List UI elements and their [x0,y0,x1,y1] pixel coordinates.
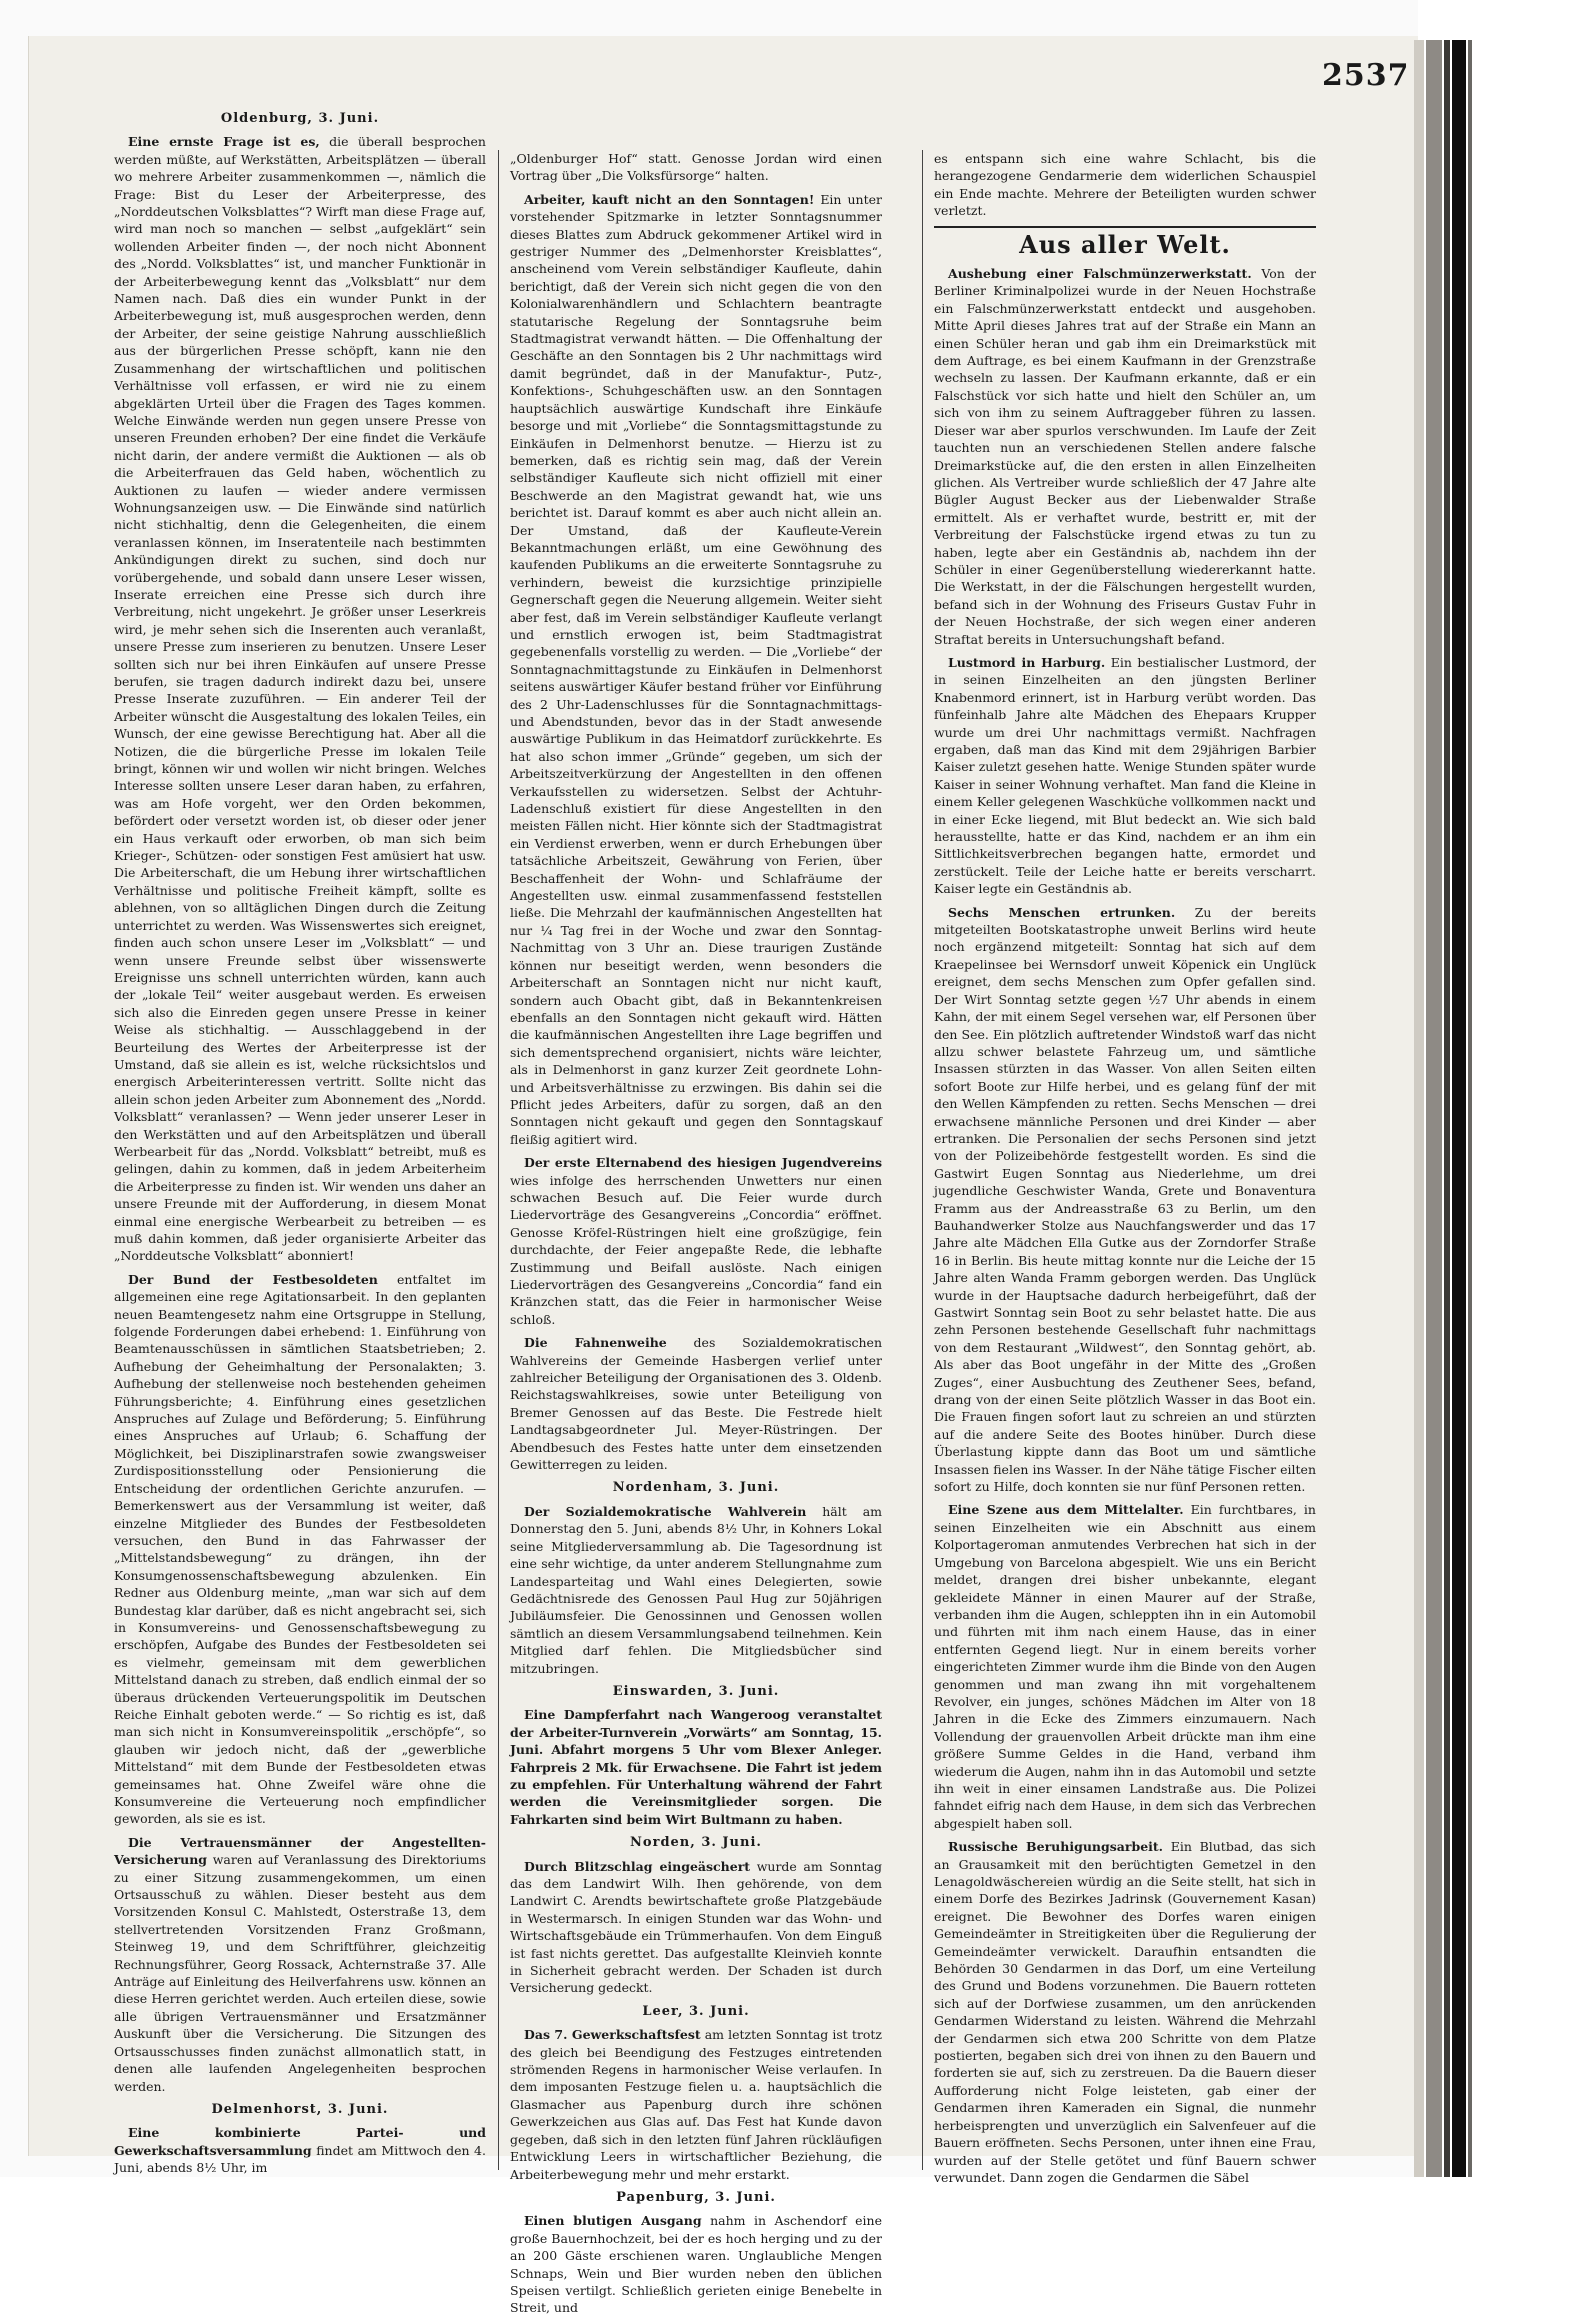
section-divider [934,226,1316,228]
article-paragraph [114,1271,486,1828]
column-rule [922,150,923,2170]
article-paragraph [934,1501,1316,1832]
article-text: die überall besprochen werden müßte, auf Werkstätten, Arbeitsplätzen — überall wo mehrere Arbeiter zusammenkommen —, nämlich die Frage: Bist du Leser der Arbeiterpresse, des „Norddeutschen Volksblattes“? Wirft man diese Frage auf, wird man noch so manchen — selbst „aufgeklärt“ sein wollenden Arbeiter finden —, der noch nicht Abonnent des „Nordd. Volksblattes“ ist, und mancher Funktionär in der Arbeiterbewegung kennt das „Volksblatt“ nur dem Namen nach. Daß dies ein wunder Punkt in der Arbeiterbewegung ist, muß ausgesprochen werden, denn der Arbeiter, der seine geistige Nahrung ausschließlich aus der bürgerlichen Presse schöpft, kann nie den Zusammenhang der wirtschaftlichen und politischen Verhältnisse voll erfassen, er wird nie zu einem abgeklärten Urteil über die Fragen des Tages kommen. Welche Einwände werden nun gegen unsere Presse von unseren Freunden erhoben? Der eine findet die Verkäufe nicht darin, der andere vermißt die Auktionen — als ob die Arbeiterfrauen das Geld haben, wöchentlich zu Auktionen zu laufen — wieder andere vermissen Wohnungsanzeigen usw. — Die Einwände sind natürlich nicht stichhaltig, denn die Gelegenheiten, die einem veranlassen können, im Inseratenteile nach bestimmten Ankündigungen direkt zu suchen, sind doch nur vorübergehende, und sobald dann unsere Leser wissen, Inserate erreichen eine Presse sich durch ihre Verbreitung, nicht ungekehrt. Je größer unser Leserkreis wird, je mehr sehen sich die Inserenten auch veranlaßt, unsere Presse zum inserieren zu benutzen. Unsere Leser sollten sich nur bei ihren Einkäufen auf unsere Presse berufen, sie tragen dadurch indirekt dazu bei, unsere Presse Inserate zuzuführen. — Ein anderer Teil der Arbeiter wünscht die Ausgestaltung des lokalen Teiles, ein Wunsch, der eine gewisse Berechtigung hat. Aber all die Notizen, die die bürgerliche Presse im lokalen Teile bringt, können wir und wollen wir nicht bringen. Welches Interesse sollten unsere Leser daran haben, zu erfahren, was am Hofe vorgeht, wer den Orden bekommen, befördert oder versetzt worden ist, ob dieser oder jener ein Haus verkauft oder erworben, ob man sich beim Krieger-, Schützen- oder sonstigen Fest amüsiert hat usw. Die Arbeiterschaft, die um Hebung ihrer wirtschaftlichen Verhältnisse und politische Freiheit kämpft, sollte es ablehnen, von so alltäglichen Dingen durch die Zeitung unterrichtet zu werden. Was Wissenswertes sich ereignet, finden auch schon unsere Leser im „Volksblatt“ — und wenn unsere Freunde selbst über wissenswerte Ereignisse uns schnell unterrichten würden, kann auch der „lokale Teil“ weiter ausgebaut werden. Es erweisen sich also die Einreden gegen unsere Presse in keiner Weise als stichhaltig. — Ausschlaggebend in der Beurteilung des Wertes der Arbeiterpresse ist der Umstand, daß sie allein es ist, welche rücksichtslos und energisch Arbeiterinteressen vertritt. Sollte nicht das allein schon jeden Arbeiter zum Abonnement des „Nordd. Volksblatt“ veranlassen? — Wenn jeder unserer Leser in den Werkstätten und auf den Arbeitsplätzen und überall Werbearbeit für das „Nordd. Volksblatt“ betreibt, muß es gelingen, dahin zu kommen, daß in jedem Arbeiterheim die Arbeiterpresse zu finden ist. Wir wenden uns daher an unsere Freunde mit der Aufforderung, in diesem Monat einmal eine energische Werbearbeit zu betreiben — es muß dahin kommen, daß jeder organisierte Arbeiter das „Norddeutsche Volksblatt“ abonniert! [114,134,487,1264]
article-text: „Oldenburger Hof“ statt. Genosse Jordan wird einen Vortrag über „Die Volksfürsorge“ halten. [510,151,882,184]
article-paragraph [114,2124,486,2176]
article-text: Ein unter vorstehender Spitzmarke in letzter Sonntagsnummer dieses Blattes zum Abdruck gekommener Artikel wird in gestriger Nummer des „Delmenhorster Kreisblattes“, anscheinend vom Verein selbständiger Kaufleute, dahin berichtigt, daß der Verein sich nicht gegen die von den Kolonialwarenhändlern und Schlachtern beantragte statutarische Regelung der Sonntagsruhe beim Stadtmagistrat verwandt hätten. — Die Offenhaltung der Geschäfte an den Sonntagen bis 2 Uhr nachmittags wird damit begründet, daß in der Manufaktur-, Putz-, Konfektions-, Schuhgeschäften usw. an den Sonntagen hauptsächlich auswärtige Kundschaft ihre Einkäufe besorge und mit „Vorliebe“ die Sonntagsmittagstunde zu Einkäufen in Delmenhorst benutze. — Hierzu ist zu bemerken, daß es richtig sein mag, daß der Verein selbständiger Kaufleute sich nicht offiziell mit einer Beschwerde an den Magistrat gewandt hat, wie uns berichtet ist. Darauf kommt es aber auch nicht allein an. Der Umstand, daß der Kaufleute-Verein Bekanntmachungen erläßt, um eine Gewöhnung des kaufenden Publikums an die erweiterte Sonntagsruhe zu verhindern, beweist die kurzsichtige prinzipielle Gegnerschaft gegen die Neuerung allgemein. Weiter sieht aber fest, daß im Verein selbständiger Kaufleute verlangt und ernstlich erwogen ist, beim Stadtmagistrat gegebenenfalls vorstellig zu werden. — Die „Vorliebe“ der Sonntagnachmittagstunde zu Einkäufen in Delmenhorst seitens auswärtiger Käufer bestand früher vor Einführung des 2 Uhr-Ladenschlusses für die Sonntagnachmittags- und Abendstunden, bevor das in der Stadt anwesende auswärtige Publikum in das Heimatdorf zurückkehrte. Es hat also schon immer „Gründe“ gegeben, um sich der Arbeitszeitverkürzung der Angestellten in den offenen Verkaufsstellen zu widersetzen. Selbst der Achtuhr-Ladenschluß existiert für diese Angestellten in den meisten Fällen nicht. Hier könnte sich der Stadtmagistrat ein Verdienst erwerben, wenn er durch Erhebungen über tatsächliche Arbeitszeit, Gewährung von Ferien, über Beschaffenheit der Wohn- und Schlafräume der Angestellten usw. einmal zusammenfassend feststellen ließe. Die Mehrzahl der kaufmännischen Angestellten hat nur ¼ Tag frei in der Woche und zwar den Sonntag-Nachmittag von 3 Uhr an. Diese traurigen Zustände können nur beseitigt werden, wenn besonders die Arbeiterschaft an Sonntagen nicht nur nicht kauft, sondern auch Obacht gibt, daß in Bekanntenkreisen ebenfalls an den Sonntagen nicht gekauft wird. Hätten die kaufmännischen Angestellten ihre Lage begriffen und sich dementsprechend organisiert, nichts wäre leichter, als in Delmenhorst in ganz kurzer Zeit geordnete Lohn- und Arbeitsverhältnisse zu erzwingen. Bis dahin sei die Pflicht jedes Arbeiters, dafür zu sorgen, daß an den Sonntagen nicht gekauft und gegen den Sonntagskauf fleißig agitiert wird. [510,191,882,1147]
article-head: Eine ernste Frage ist es, [128,134,320,150]
dateline: Leer, 3. Juni. [642,2003,750,2019]
dateline: Nordenham, 3. Juni. [612,1480,780,1496]
article-paragraph [934,265,1316,648]
article-text: Ein furchtbares, in seinen Einzelheiten wie ein Abschnitt aus einem Kolportageroman anmutendes Verbrechen hat sich in der Umgebung von Barcelona abgespielt. Wie uns ein Bericht meldet, drangen drei bisher unbekannte, elegant gekleidete Männer in einen Maurer auf der Straße, verbanden ihm die Augen, schleppten ihn in ein Automobil und führten mit ihm nach einem Hause, das in einer entfernten Gegend liegt. Nur in einem bereits vorher eingerichteten Zimmer wurde ihm die Binde von den Augen genommen und man zwang ihn mit vorgehaltenem Revolver, ein junges, schönes Mädchen im Alter von 18 Jahren in die Ecke des Zimmers einzumauern. Nach Vollendung der grauenvollen Arbeit drückte man ihm eine größere Summe Geldes in die Hand, verband ihm wiederum die Augen, nahm ihn in das Automobil und setzte ihn weit in einer einsamen Landstraße aus. Die Polizei fahndet eifrig nach dem Hause, in dem sich das Verbrechen abgespielt haben soll. [934,1502,1316,1831]
article-paragraph [510,2026,882,2183]
article-text: nahm in Aschendorf eine große Bauernhochzeit, bei der es hoch herging und zu der an 200 Gäste erschienen waren. Unglaubliche Mengen Schnaps, Wein und Bier wurden neben den üblichen Speisen vertilgt. Schließlich gerieten einige Benebelte in Streit, und [510,2213,882,2316]
article-paragraph [510,1334,882,1473]
article-text: es entspann sich eine wahre Schlacht, bis die herangezogene Gendarmerie dem widerlichen Schauspiel ein Ende machte. Mehrere der Beteiligten wurden schwer verletzt. [934,151,1316,219]
section-title: Aus aller Welt. [1019,229,1231,259]
column-rule [498,150,499,2170]
page-number: 2537 [1322,58,1410,93]
article-text: am letzten Sonntag ist trotz des gleich bei Beendigung des Festzuges eintretenden strömenden Regens in harmonischer Weise verlaufen. In dem imposanten Festzuge fielen u. a. hauptsächlich die Glasmacher aus Papenburg durch ihre schönen Gewerkzeichen aus Glas auf. Das Fest hat Kunde davon gegeben, daß sich in den letzten fünf Jahren rückläufigen Entwicklung Leers in wirtschaftlicher Beziehung, die Arbeiterbewegung mehr und mehr erstarkt. [510,2027,882,2182]
article-head: Aushebung einer Falschmünzerwerkstatt. [948,266,1252,282]
article-head: Sechs Menschen ertrunken. [948,904,1176,920]
article-head: Eine Dampferfahrt nach Wangeroog [524,1707,790,1723]
dateline: Einswarden, 3. Juni. [612,1683,780,1699]
article-text: findet am Mittwoch den 4. Juni, abends 8½ Uhr, im [114,2142,486,2176]
article-text: Zu der bereits mitgeteilten Bootskatastrophe unweit Berlins wird heute noch ergänzend mitgeteilt: Sonntag hat sich auf dem Kraepelinsee bei Wernsdorf unweit Köpenick ein Unglück ereignet, dem sechs Menschen zum Opfer gefallen sind. Der Wirt Sonntag setzte gegen ½7 Uhr abends in einem Kahn, der mit einem Segel versehen war, elf Personen über den See. Ein plötzlich auftretender Windstoß warf das nicht allzu schwer belastete Fahrzeug um, und sämtliche Insassen stürzten in das Wasser. Von allen Seiten eilten sofort Boote zur Hilfe herbei, und es gelang fünf der mit den Wellen Kämpfenden zu retten. Sechs Menschen — drei erwachsene männliche Personen und drei Kinder — aber ertranken. Die Personalien der sechs Personen sind jetzt von der Polizeibehörde festgestellt worden. Es sind die Gastwirt Eugen Sonntag aus Niederlehme, um drei jugendliche Geschwister Wanda, Grete und Bonaventura Framm aus der Andreasstraße 63 zu Berlin, um den Bauhandwerker Stolze aus Nauchfangswerder und das 17 Jahre alte Mädchen Ella Gutke aus der Zorndorfer Straße 16 in Berlin. Bis heute mittag konnte nur die Leiche der 15 Jahre alten Wanda Framm geborgen werden. Das Unglück wurde in der Hauptsache dadurch herbeigeführt, daß der Gastwirt Sonntag sein Boot zu sehr belastet hatte. Die aus zehn Personen bestehende Gesellschaft fuhr nachmittags von dem Restaurant „Wildwest“, den Sonntag gehört, ab. Als aber das Boot ungefähr in der Mitte des „Großen Zuges“, einer Ausbuchtung des Zeuthener Sees, befand, drang von der einen Seite plötzlich Wasser in das Boot ein. Die Frauen fingen sofort laut zu schreien an und stürzten auf die andere Seite des Bootes hinüber. Durch diese Überlastung kippte dann das Boot um und sämtliche Insassen fielen ins Wasser. In der Nähe tätige Fischer eilten sofort zu Hilfe, doch konnten sie nur fünf Personen retten. [934,904,1316,1495]
column-3 [934,150,1316,2185]
dateline: Delmenhorst, 3. Juni. [211,2101,389,2117]
article-text: des Sozialdemokratischen Wahlvereins der Gemeinde Hasbergen verlief unter zahlreicher Beteiligung der Organisationen des 3. Oldenb. Reichstagswahlkreises, sowie unter Beteiligung von Bremer Genossen auf das Beste. Die Festrede hielt Landtagsabgeordneter Jul. Meyer-Rüstringen. Der Abendbesuch des Festes hatte unter dem einsetzenden Gewitterregen zu leiden. [510,1335,882,1473]
binding-edge [1418,0,1579,2177]
article-text: hält am Donnerstag den 5. Juni, abends 8½ Uhr, in Kohners Lokal seine Mitgliederversammlung ab. Die Tagesordnung ist eine sehr wichtige, da unter anderem Stellungnahme zum Landesparteitag und Wahl eines Delegierten, sowie Gedächtnisrede des Genossen Paul Hug zur 50jährigen Jubiläumsfeier. Die Genossinnen und Genossen wollen sämtlich an diesem Versammlungsabend teilnehmen. Kein Mitglied darf fehlen. Die Mitgliedsbücher sind mitzubringen. [510,1503,882,1676]
article-text: Von der Berliner Kriminalpolizei wurde in der Neuen Hochstraße ein Falschmünzerwerkstatt entdeckt und ausgehoben. Mitte April dieses Jahres trat auf der Straße ein Mann an einen Schüler heran und gab ihm ein Dreimarkstück mit dem Auftrage, es bei einem Kaufmann in der Grenzstraße wechseln zu lassen. Der Kaufmann erkannte, daß er ein Falschstück vor sich hatte und hielt den Schüler an, um sich von ihm zu seinem Auftraggeber führen zu lassen. Dieser war aber spurlos verschwunden. Im Laufe der Zeit tauchten nun an verschiedenen Stellen andere falsche Dreimarkstücke auf, die den ersten in allen Einzelheiten glichen. Als Vertreiber wurde schließlich der 47 Jahre alte Bügler August Becker aus der Liebenwalder Straße ermittelt. Als er verhaftet wurde, bestritt er, mit der Verbreitung der Falschstücke irgend etwas zu tun zu haben, legte aber ein Geständnis ab, nachdem ihn der Schüler in einer Gegenüberstellung wiedererkannt hatte. Die Werkstatt, in der die Fälschungen hergestellt wurden, befand sich in der Wohnung des Friseurs Gustav Fuhr in der Neuen Hochstraße, der sich wegen einer anderen Straftat bereits in Untersuchungshaft befand. [934,266,1316,647]
article-head: Die Vertrauensmänner der Angestellten-Versicherung [114,1834,486,1868]
dateline: Oldenburg, 3. Juni. [220,111,380,126]
article-head: Eine kombinierte Partei- und Gewerkschaftsversammlung [114,2125,486,2158]
article-text: Ein bestialischer Lustmord, der in seinen Einzelheiten an den jüngsten Berliner Knabenmord erinnert, ist in Harburg verübt worden. Das fünfeinhalb Jahre alte Mädchen des Ehepaars Krupper wurde um drei Uhr nachmittags vermißt. Nachfragen ergaben, daß man das Kind mit dem 29jährigen Barbier Kaiser zuletzt gesehen hatte. Wenige Stunden später wurde Kaiser in seiner Wohnung verhaftet. Man fand die Kleine in einem Keller gelegenen Waschküche vollkommen nackt und in einer Ecke liegend, mit Blut bedeckt an. Wie sich bald herausstellte, hatte er das Kind, nachdem er an ihm ein Sittlichkeitsverbrechen begangen hatte, ermordet und zerstückelt. Teile der Leiche hatte er bereits verscharrt. Kaiser legte ein Geständnis ab. [934,654,1316,897]
article-paragraph [934,1838,1316,2186]
article-head: Das 7. Gewerkschaftsfest [524,2027,701,2043]
article-text: entfaltet im allgemeinen eine rege Agitationsarbeit. In den geplanten neuen Beamtengesetz nahm eine Ortsgruppe in Stellung, folgende Forderungen dabei erhebend: 1. Einführung von Beamtenausschüssen in sämtlichen Staatsbetrieben; 2. Aufhebung der Geheimhaltung der Personalakten; 3. Aufhebung der stellenweise noch bestehenden geheimen Führungsberichte; 4. Einführung eines gesetzlichen Anspruches auf Zulage und Beförderung; 5. Einführung eines Anspruches auf Urlaub; 6. Schaffung der Möglichkeit, bei Disziplinarstrafen sowie zwangsweiser Zurdispositionsstellung oder Pensionierung die Entscheidung der ordentlichen Gerichte anzurufen. — Bemerkenswert aus der Versammlung ist weiter, daß einzelne Mitglieder des Bundes der Festbesoldeten versuchen, den Bund in das Fahrwasser der „Mittelstandsbewegung“ zu drängen, ihn der Konsumgenossenschaftsbewegung abzulenken. Ein Redner aus Oldenburg meinte, „man war sich auf dem Bundestag klar darüber, daß es nicht angebracht sei, sich in Konsumvereins- und Genossenschaftsbewegung zu erschöpfen, Aufgabe des Bundes der Festbesoldeten sei es vielmehr, gemeinsam mit dem gewerblichen Mittelstand danach zu streben, daß endlich einmal der so überaus drückenden Verteuerungspolitik im Deutschen Reiche Einhalt geboten werde.“ — So richtig es ist, daß man sich nicht in Konsumvereinspolitik „erschöpfe“, so glauben wir jedoch nicht, daß der „gewerbliche Mittelstand“ mit dem Bunde der Festbesoldeten etwas gemeinsames hat. Ohne Zweifel wäre ohne die Konsumvereine die Verteuerung noch empfindlicher geworden, als sie es ist. [114,1271,486,1827]
article-head: Der Sozialdemokratische Wahlverein [524,1503,807,1519]
article-text: wurde am Sonntag das dem Landwirt Wilh. Ihen gehörende, von dem Landwirt C. Arendts bewirtschaftete große Platzgebäude in Westermarsch. In einigen Stunden war das Wohn- und Wirtschaftsgebäude ein Trümmerhaufen. Von dem Einguß ist fast nichts gerettet. Das aufgestallte Kleinvieh konnte in Sicherheit gebracht werden. Der Schaden ist durch Versicherung gedeckt. [510,1858,882,1996]
dateline: Papenburg, 3. Juni. [616,2189,776,2205]
article-head: Der Bund der Festbesoldeten [128,1271,378,1287]
article-paragraph [934,654,1316,898]
article-text: Ein Blutbad, das sich an Grausamkeit mit den berüchtigten Gemetzel in den Lenagoldwäschereien würdig an die Seite stellt, hat sich in einem Dorfe des Bezirkes Jadrinsk (Gouvernement Kasan) ereignet. Die Bewohner des Dorfes waren einigen Gemeindeämter in Streitigkeiten über die Regulierung der Gemeindeämter verwickelt. Daraufhin entsandten die Behörden 30 Gendarmen in das Dorf, um eine Verteilung des Grund und Bodens vorzunehmen. Die Bauern rotteten sich auf der Dorfwiese zusammen, um den anrückenden Gendarmen Widerstand zu leisten. Während die Mehrzahl der Gendarmen sich etwa 200 Schritte von dem Platze postierten, begaben sich drei von ihnen zu den Bauern und forderten sie auf, sich zu zerstreuen. Da die Bauern dieser Aufforderung nicht Folge leisteten, gab einer der Gendarmen ihren Kameraden ein Signal, die nunmehr herbeisprengten und unverzüglich ein Salvenfeuer auf die Bauern eröffneten. Sechs Personen, unter ihnen eine Frau, wurden auf der Stelle getötet und fünf Bauern schwer verwundet. Dann zogen die Gendarmen die Säbel [934,1839,1316,2185]
article-paragraph [934,904,1316,1496]
article-paragraph [510,150,882,185]
article-head: Lustmord in Harburg. [948,654,1106,670]
binding-stripe [1452,40,1466,2177]
article-text: waren auf Veranlassung des Direktoriums zu einer Sitzung zusammengekommen, um einen Ortsausschuß zu wählen. Dieser besteht aus dem Vorsitzenden Konsul C. Mahlstedt, Osterstraße 13, dem stellvertretenden Vorsitzenden Franz Großmann, Steinweg 19, und dem Schriftführer, gleichzeitig Rechnungsführer, Georg Rossack, Achternstraße 37. Alle Anträge auf Einleitung des Heilverfahrens usw. können an diese Herren gerichtet werden. Auch erteilen diese, sowie alle übrigen Vertrauensmänner und Ersatzmänner Auskunft über die Versicherung. Die Sitzungen des Ortsausschusses finden zunächst allmonatlich statt, in denen alle laufenden Angelegenheiten besprochen werden. [114,1852,486,2094]
article-head: Einen blutigen Ausgang [524,2213,702,2229]
dateline: Norden, 3. Juni. [630,1835,762,1851]
article-paragraph [510,1503,882,1677]
binding-stripe [1468,40,1472,2177]
article-head: Der erste Elternabend des hiesigen Jugendvereins [524,1155,882,1171]
article-paragraph [934,150,1316,220]
article-paragraph [510,2212,882,2316]
article-paragraph [510,1706,882,1828]
article-paragraph [114,133,486,1264]
article-text: veranstaltet der Arbeiter-Turnverein „Vorwärts“ am Sonntag, 15. Juni. Abfahrt morgens 5 Uhr vom Blexer Anleger. Fahrpreis 2 Mk. für Erwachsene. Die Fahrt ist jedem zu empfehlen. Für Unterhaltung während der Fahrt werden die Vereinsmitglieder sorgen. Die Fahrkarten sind beim Wirt Bultmann zu haben. [510,1707,882,1827]
article-paragraph [510,1858,882,1997]
column-2 [510,150,882,2316]
article-text: wies infolge des herrschenden Unwetters nur einen schwachen Besuch auf. Die Feier wurde durch Liedervorträge des Gesangvereins „Concordia“ eröffnet. Genosse Kröfel-Rüstringen hielt eine großzügige, fein durchdachte, der Feier angepaßte Rede, die lebhafte Zustimmung und Beifall auslöste. Nach einigen Liedervorträgen des Gesangvereins „Concordia“ fand ein Kränzchen statt, das die Feier in harmonischer Weise schloß. [510,1172,882,1327]
article-paragraph [114,1834,486,2095]
binding-stripe [1414,40,1424,2177]
article-head: Russische Beruhigungsarbeit. [948,1839,1164,1855]
article-paragraph [510,191,882,1148]
article-head: Durch Blitzschlag eingeäschert [524,1858,751,1874]
binding-stripe [1426,40,1442,2177]
column-1 [114,110,487,2176]
article-head: Eine Szene aus dem Mittelalter. [948,1502,1184,1518]
article-head: Arbeiter, kauft nicht an den Sonntagen! [524,191,815,207]
article-paragraph [510,1154,882,1328]
binding-stripe [1444,40,1450,2177]
article-head: Die Fahnenweihe [524,1335,667,1351]
